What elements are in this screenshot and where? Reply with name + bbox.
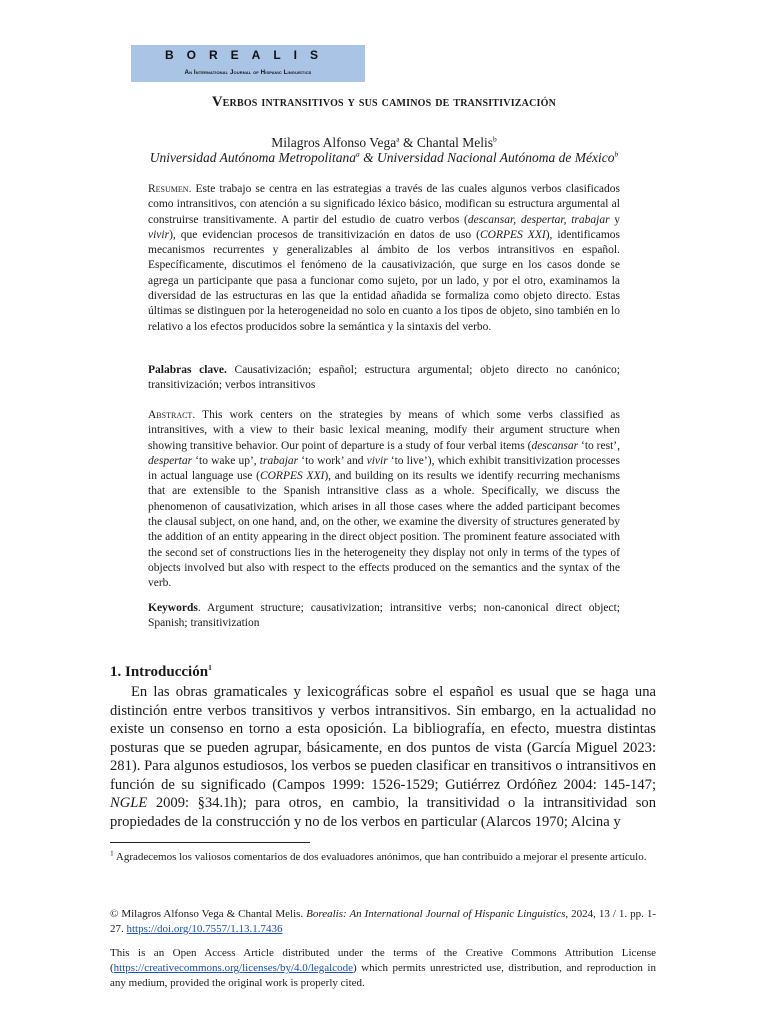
affiliation-1-mark: a [356,149,360,159]
author-2: Chantal Melis [416,135,493,150]
resumen-text-3: ), identificamos mecanismos recurrentes y generalizables al ámbito de los verbos intransitivos en español. Específicamente, discutimos el fenómeno de la causativización, que surge en los casos donde se agrega un participante que pasa a funcionar como sujeto, por un lado, y por el otro, examinamos la diversidad de las estructuras en las que la entidad añadida se formaliza como objeto directo. Estas últimas se distinguen por la heterogeneidad no solo en cuanto a los tipos de objeto, sino también en lo relativo a los efectos producidos sobre la semántica y la sintaxis del verbo. [148,228,620,333]
journal-name: BOREALIS [164,48,331,62]
article-title: Verbos intransitivos y sus caminos de transitivización [211,94,556,110]
keywords [148,601,620,632]
license-link[interactable]: https://creativecommons.org/licenses/by/4.0/legalcode [113,962,353,974]
footnote-text: Agradecemos los valiosos comentarios de dos evaluadores anónimos, que han contribuido a mejorar el presente artículo. [113,851,647,863]
author-separator: & [399,135,417,150]
affiliation-1: Universidad Autónoma Metropolitana [149,150,356,165]
resumen-text-1: . Este trabajo se centra en las estrategias a través de las cuales algunos verbos clasificados como intransitivos, con atención a su significado léxico básico, modifican su estructura argumental al construirse transitivamente. A partir del estudio de cuatro verbos ( [148,183,620,226]
resumen-label: Resumen [148,183,189,195]
intro-ngle: NGLE [110,795,148,811]
abstract-verb-2: despertar [148,454,193,467]
resumen-paragraph [148,182,620,335]
section-heading [110,664,212,681]
resumen-conj: y [609,213,621,226]
copyright-authors: © Milagros Alfonso Vega & Chantal Melis. [110,908,307,920]
author-1: Milagros Alfonso Vega [271,135,397,150]
author-1-affil-mark: a [396,134,400,144]
abstract-text-2: ), and building on its results we identify recurring mechanisms that are extensible to the Spanish intransitive class as a whole. Specifically, we discuss the phenomenon of causativization, which arises in all those cases where the added participant becomes the clausal subject, on one hand, and, on the other, we examine the diversity of structures generated by the addition of an entity appearing in the direct object position. The prominent feature associated with the second set of constructions lies in the heterogeneity they display not only in terms of the types of objects involved but also with respect to the effects produced on the semantics and the syntax of the verb. [148,470,620,590]
copyright-journal: Borealis: An International Journal of Hispanic Linguistics [306,908,566,920]
palabras-clave [148,363,620,394]
affiliation-2-mark: b [614,149,619,159]
palabras-clave-label: Palabras clave. [148,364,227,376]
intro-paragraph [110,683,656,831]
section-heading-text: 1. Introducción [110,664,209,680]
license-text-2: ) which permits unrestricted use, distribution, and reproduction in any medium, provided the original work is properly cited. [110,962,656,989]
resumen-verbs: descansar, despertar, trabajar [467,213,610,226]
keywords-text: . Argument structure; causativization; intransitive verbs; non-canonical direct object; Spanish; transitivization [148,602,620,630]
author-2-affil-mark: b [492,134,497,144]
abstract-gloss-3: ‘to work’ and [298,454,367,467]
abstract-gloss-2: ‘to wake up’, [192,454,260,467]
authors-line [0,135,768,151]
doi-link[interactable]: https://doi.org/10.7557/1.13.1.7436 [126,923,283,935]
abstract-text-1: . This work centers on the strategies by means of which some verbs classified as intransitives, with a view to their basic lexical meaning, modify their argument structure when showing transitive behavior. Our point of departure is a study of four verbal items ( [148,409,620,452]
abstract-verb-3: trabajar [259,454,299,467]
footnote-ref[interactable]: 1 [208,663,212,672]
journal-banner [131,45,365,82]
footnote [110,850,656,865]
keywords-label: Keywords [148,602,198,614]
affiliation-separator: & [359,150,378,165]
license-text-1: This is an Open Access Article distributed under the terms of the Creative Commons Attribution License ( [110,947,656,974]
license-notice [110,946,656,991]
abstract-verb-4: vivir [366,454,388,467]
abstract-gloss-1: ‘to rest’, [578,439,620,452]
copyright-issue: , 2024, 13 / 1. pp. 1-27. [110,908,656,935]
journal-subtitle: An International Journal of Hispanic Linguistics [184,69,312,76]
resumen-verb-vivir: vivir [148,228,170,241]
palabras-clave-text: Causativización; español; estructura argumental; objeto directo no canónico; transitivización; verbos intransitivos [148,364,620,392]
affiliations-line [0,150,768,166]
resumen-text-2: ), que evidencian procesos de transitivización en datos de uso ( [169,228,480,241]
abstract-gloss-4: ‘to live’), which exhibit transitivization processes in actual language use ( [148,454,620,483]
copyright [110,907,656,937]
intro-text-2: 2009: §34.1h); para otros, en cambio, la transitividad o la intransitividad son propiedades de la construcción y no de los verbos en particular (Alarcos 1970; Alcina y [110,795,656,830]
intro-text-1: En las obras gramaticales y lexicográficas sobre el español es usual que se haga una distinción entre verbos transitivos y verbos intransitivos. Sin embargo, en la actualidad no existe un consenso en torno a esta oposición. La bibliografía, en efecto, muestra distintas posturas que se pueden agrupar, básicamente, en dos puntos de vista (García Miguel 2023: 281). Para algunos estudiosos, los verbos se pueden clasificar en transitivos o intransitivos en función de su significado (Campos 1999: 1526-1529; Gutiérrez Ordóñez 2004: 145-147; [110,684,656,793]
footnote-mark: 1 [110,848,114,858]
abstract-label: Abstract [148,409,193,421]
resumen-corpus: CORPES XXI [480,228,546,241]
abstract-verb-1: descansar [531,439,579,452]
abstract-paragraph [148,408,620,592]
abstract-corpus: CORPES XXI [259,470,325,483]
footnote-rule [110,842,310,843]
affiliation-2: Universidad Nacional Autónoma de México [377,150,615,165]
